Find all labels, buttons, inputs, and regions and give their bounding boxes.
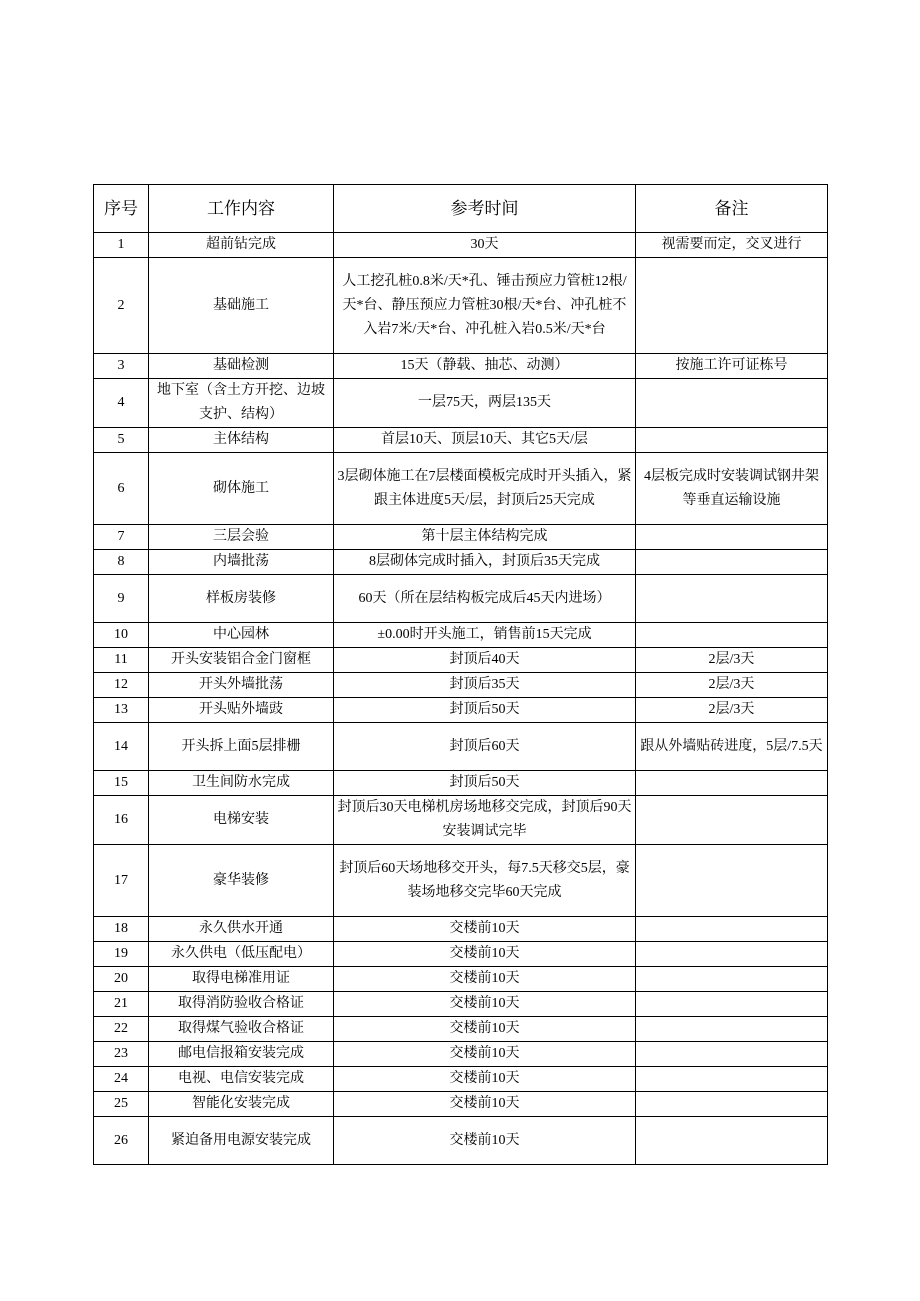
cell-note [636,992,828,1017]
cell-time: 封顶后60天场地移交开头，每7.5天移交5层，豪装场地移交完毕60天完成 [334,845,636,917]
table-row [94,723,828,771]
cell-no: 26 [94,1117,149,1165]
header-time: 参考时间 [334,185,636,233]
header-no: 序号 [94,185,149,233]
table-row [94,796,828,845]
cell-time: 交楼前10天 [334,1042,636,1067]
table-row [94,771,828,796]
cell-no: 5 [94,428,149,453]
header-task: 工作内容 [149,185,334,233]
cell-note [636,1017,828,1042]
cell-note [636,1092,828,1117]
cell-task: 取得消防验收合格证 [149,992,334,1017]
cell-time: 人工挖孔桩0.8米/天*孔、锤击预应力管桩12根/天*台、静压预应力管桩30根/天*台、冲孔桩不入岩7米/天*台、冲孔桩入岩0.5米/天*台 [334,258,636,354]
cell-note [636,379,828,428]
cell-note [636,575,828,623]
table-row [94,942,828,967]
table-row [94,1092,828,1117]
cell-time: 30天 [334,233,636,258]
cell-no: 11 [94,648,149,673]
cell-time: 交楼前10天 [334,917,636,942]
cell-note [636,258,828,354]
cell-task: 紧迫备用电源安装完成 [149,1117,334,1165]
cell-no: 22 [94,1017,149,1042]
table-row [94,648,828,673]
cell-time: 交楼前10天 [334,1017,636,1042]
cell-time: 交楼前10天 [334,967,636,992]
table-row [94,992,828,1017]
table-row [94,1067,828,1092]
cell-task: 豪华装修 [149,845,334,917]
cell-no: 25 [94,1092,149,1117]
cell-no: 1 [94,233,149,258]
cell-time: 封顶后30天电梯机房场地移交完成，封顶后90天安装调试完毕 [334,796,636,845]
cell-no: 4 [94,379,149,428]
cell-note: 视需要而定，交叉进行 [636,233,828,258]
cell-no: 8 [94,550,149,575]
cell-task: 电视、电信安装完成 [149,1067,334,1092]
cell-note [636,1042,828,1067]
cell-task: 三层会验 [149,525,334,550]
cell-task: 取得电梯准用证 [149,967,334,992]
cell-no: 3 [94,354,149,379]
cell-time: 8层砌体完成时插入，封顶后35天完成 [334,550,636,575]
cell-task: 开头拆上面5层排栅 [149,723,334,771]
cell-time: 交楼前10天 [334,992,636,1017]
cell-note [636,525,828,550]
cell-task: 基础施工 [149,258,334,354]
cell-time: 交楼前10天 [334,1092,636,1117]
cell-no: 13 [94,698,149,723]
cell-task: 卫生间防水完成 [149,771,334,796]
cell-time: ±0.00时开头施工，销售前15天完成 [334,623,636,648]
cell-task: 主体结构 [149,428,334,453]
cell-task: 中心园林 [149,623,334,648]
cell-time: 第十层主体结构完成 [334,525,636,550]
table-body [94,233,828,1165]
table-row [94,1117,828,1165]
cell-note: 2层/3天 [636,673,828,698]
header-note: 备注 [636,185,828,233]
cell-time: 15天（静载、抽芯、动测） [334,354,636,379]
table-row [94,917,828,942]
header-row [94,185,828,233]
cell-no: 7 [94,525,149,550]
cell-note [636,845,828,917]
cell-no: 21 [94,992,149,1017]
cell-no: 18 [94,917,149,942]
cell-task: 永久供电（低压配电） [149,942,334,967]
cell-time: 首层10天、顶层10天、其它5天/层 [334,428,636,453]
cell-note: 4层板完成时安装调试钢井架等垂直运输设施 [636,453,828,525]
cell-time: 交楼前10天 [334,942,636,967]
cell-no: 10 [94,623,149,648]
cell-task: 地下室（含土方开挖、边坡支护、结构） [149,379,334,428]
cell-time: 封顶后35天 [334,673,636,698]
table-row [94,698,828,723]
cell-note [636,1067,828,1092]
cell-task: 超前钻完成 [149,233,334,258]
table-row [94,233,828,258]
cell-note [636,796,828,845]
table-row [94,525,828,550]
cell-no: 16 [94,796,149,845]
cell-task: 开头外墙批荡 [149,673,334,698]
table-row [94,673,828,698]
cell-time: 交楼前10天 [334,1117,636,1165]
table-row [94,354,828,379]
cell-note [636,428,828,453]
cell-time: 交楼前10天 [334,1067,636,1092]
table-row [94,428,828,453]
cell-no: 17 [94,845,149,917]
cell-no: 19 [94,942,149,967]
cell-no: 24 [94,1067,149,1092]
cell-task: 智能化安装完成 [149,1092,334,1117]
cell-time: 封顶后50天 [334,771,636,796]
table-row [94,845,828,917]
cell-no: 12 [94,673,149,698]
cell-time: 封顶后50天 [334,698,636,723]
cell-time: 3层砌体施工在7层楼面模板完成时开头插入，紧跟主体进度5天/层，封顶后25天完成 [334,453,636,525]
cell-time: 60天（所在层结构板完成后45天内进场） [334,575,636,623]
cell-no: 6 [94,453,149,525]
cell-note [636,550,828,575]
cell-note: 2层/3天 [636,648,828,673]
cell-note: 跟从外墙贴砖进度，5层/7.5天 [636,723,828,771]
cell-note [636,917,828,942]
cell-note [636,771,828,796]
table-row [94,258,828,354]
cell-task: 永久供水开通 [149,917,334,942]
schedule-table [93,184,828,1165]
table-row [94,967,828,992]
table-row [94,575,828,623]
cell-task: 开头安装铝合金门窗框 [149,648,334,673]
cell-no: 20 [94,967,149,992]
cell-time: 封顶后40天 [334,648,636,673]
cell-no: 15 [94,771,149,796]
cell-note [636,942,828,967]
cell-task: 邮电信报箱安装完成 [149,1042,334,1067]
cell-no: 23 [94,1042,149,1067]
cell-task: 取得煤气验收合格证 [149,1017,334,1042]
cell-note [636,623,828,648]
table-row [94,379,828,428]
cell-task: 内墙批荡 [149,550,334,575]
cell-task: 开头贴外墙豉 [149,698,334,723]
cell-no: 2 [94,258,149,354]
cell-no: 9 [94,575,149,623]
cell-note [636,967,828,992]
table-row [94,453,828,525]
cell-task: 样板房装修 [149,575,334,623]
cell-time: 封顶后60天 [334,723,636,771]
cell-no: 14 [94,723,149,771]
cell-note: 2层/3天 [636,698,828,723]
cell-note [636,1117,828,1165]
table-row [94,550,828,575]
cell-task: 砌体施工 [149,453,334,525]
table-row [94,623,828,648]
cell-time: 一层75天，两层135天 [334,379,636,428]
table-row [94,1042,828,1067]
table-row [94,1017,828,1042]
cell-note: 按施工许可证栋号 [636,354,828,379]
cell-task: 电梯安装 [149,796,334,845]
cell-task: 基础检测 [149,354,334,379]
